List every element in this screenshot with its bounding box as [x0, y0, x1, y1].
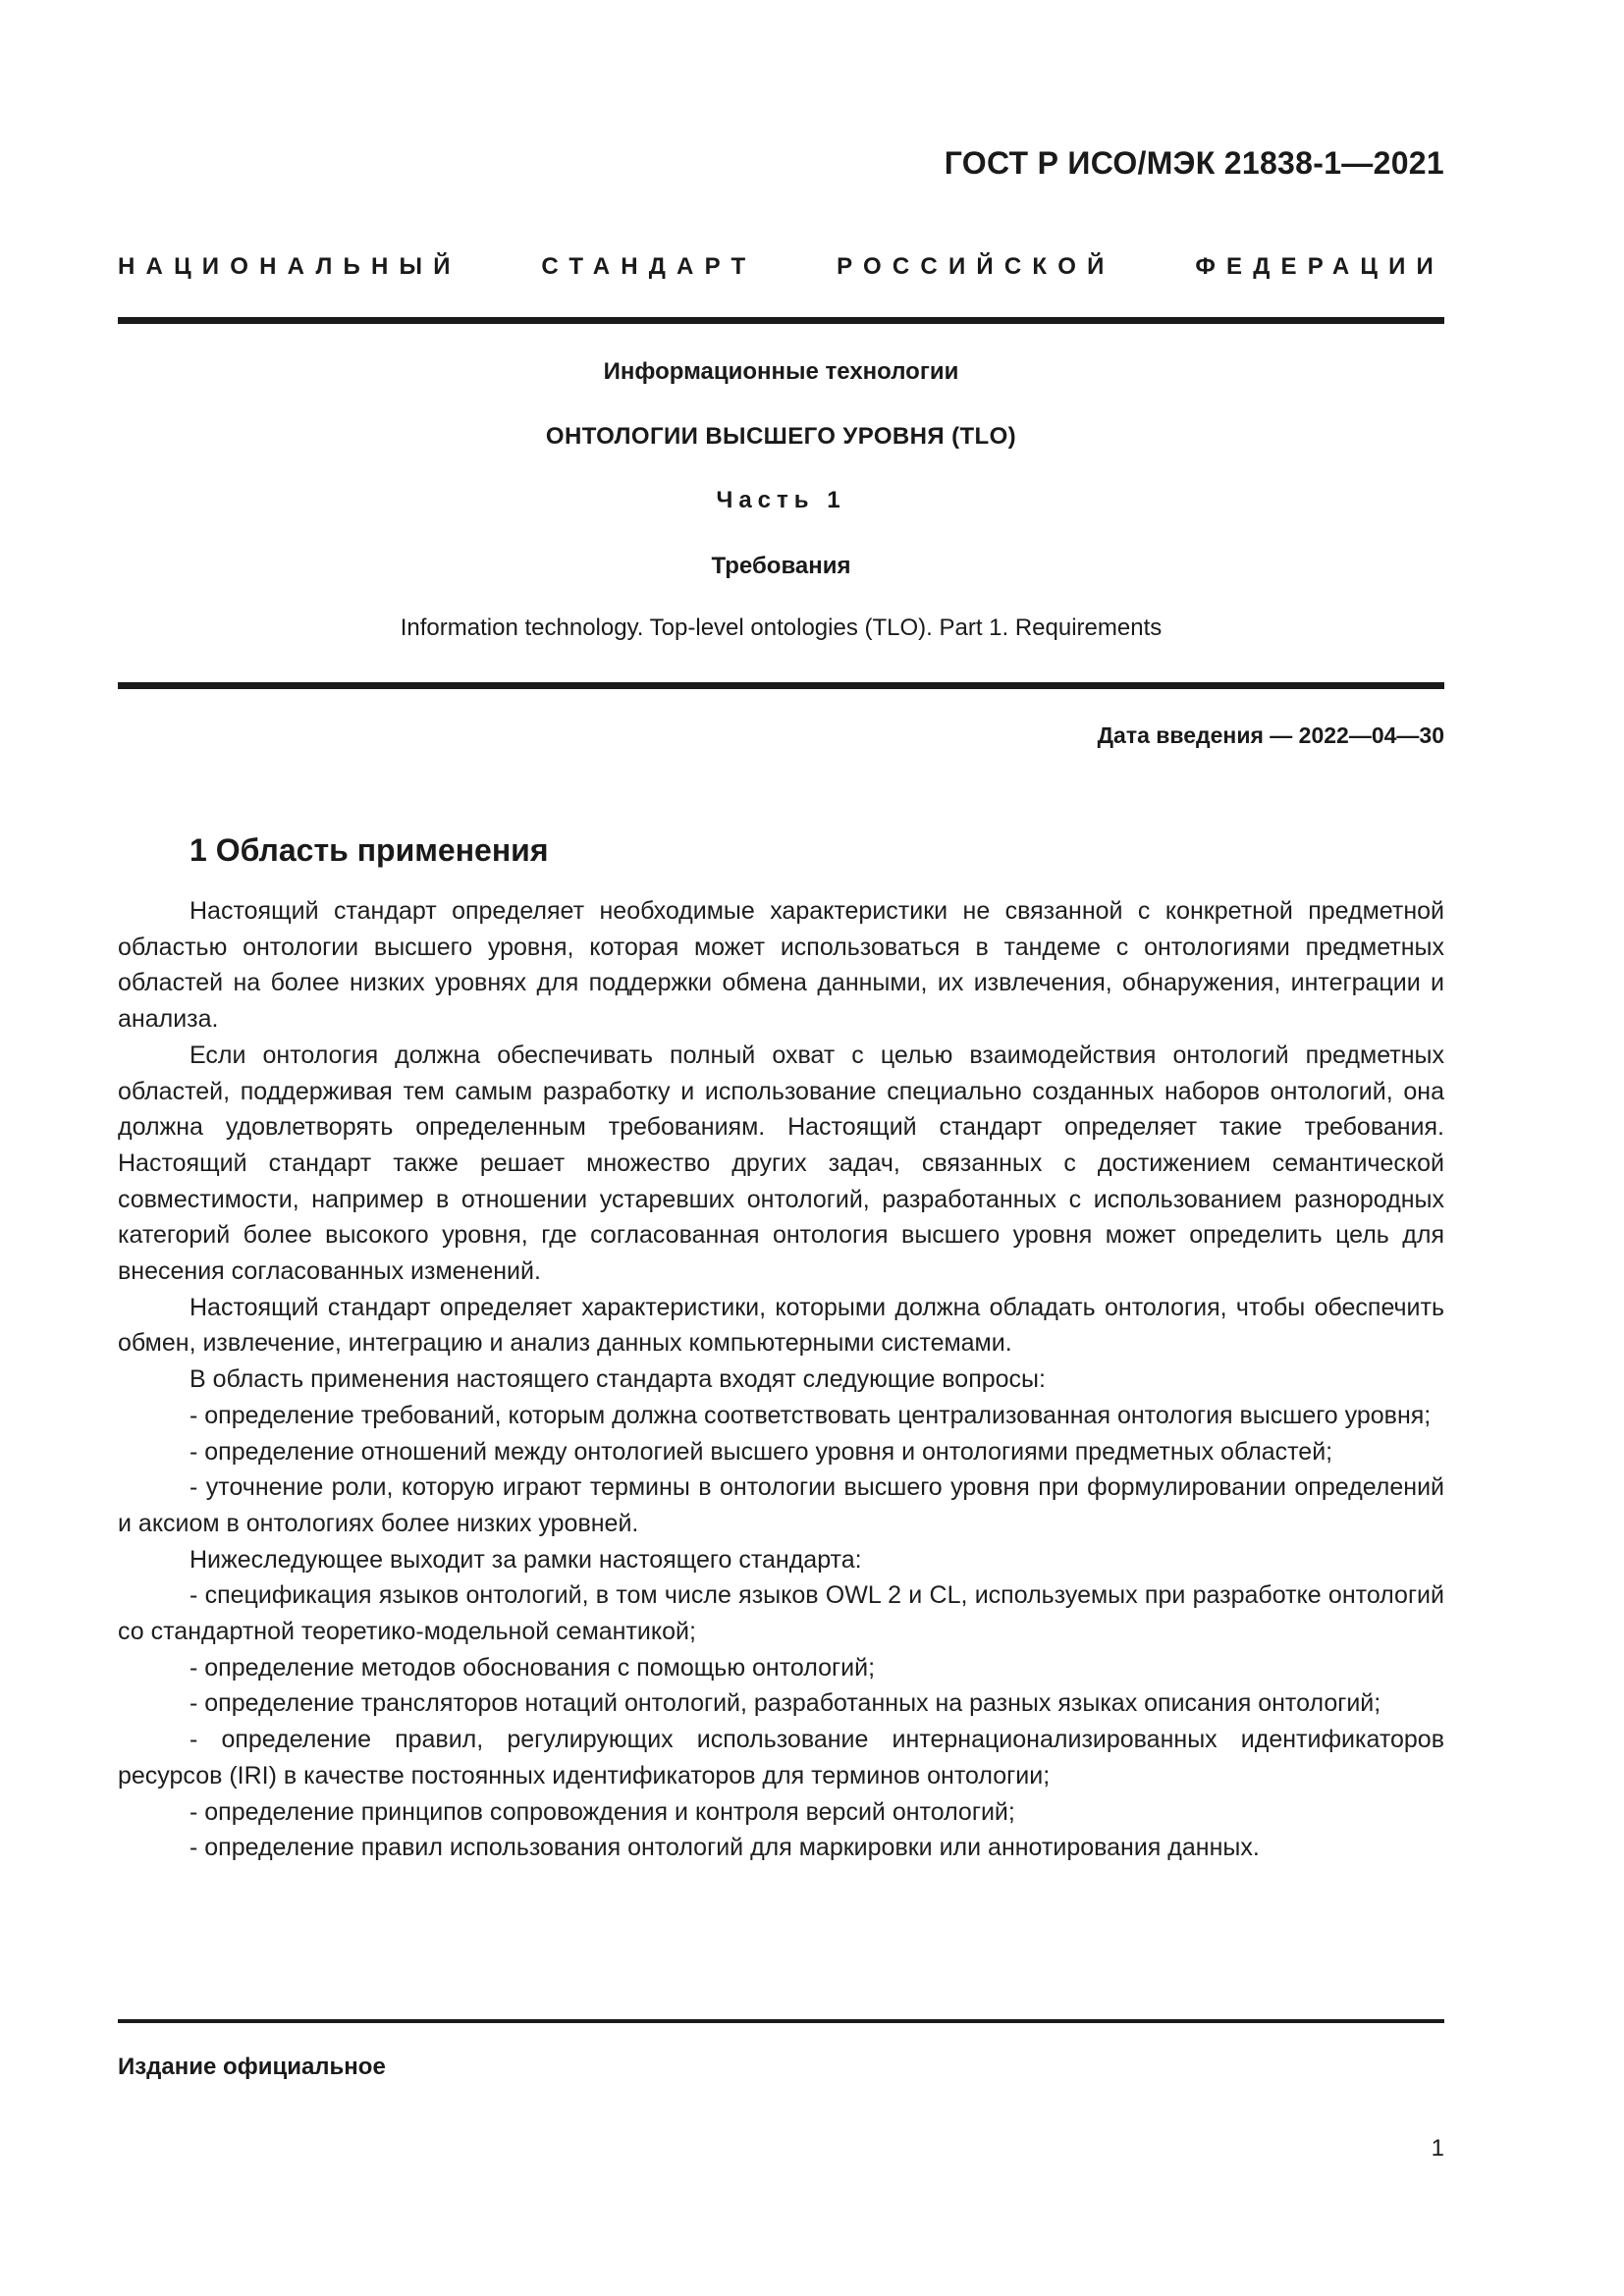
footer-divider [118, 2019, 1444, 2023]
title-divider [118, 682, 1444, 689]
list-item: - уточнение роли, которую играют термины в онтологии высшего уровня при формулировании определений и аксиом в онтологиях более низких уровней. [118, 1473, 1444, 1537]
national-standard-header: НАЦИОНАЛЬНЫЙ СТАНДАРТ РОССИЙСКОЙ ФЕДЕРАЦИИ [118, 253, 1444, 280]
page-number: 1 [1431, 2135, 1444, 2162]
list-item: - определение требований, которым должна соответствовать централизованная онтология высшего уровня; [189, 1401, 1432, 1429]
list-item: - определение отношений между онтологией высшего уровня и онтологиями предметных областей; [189, 1437, 1333, 1466]
paragraph: Настоящий стандарт определяет необходимые характеристики не связанной с конкретной предметной областью онтологии высшего уровня, которая может использоваться в тандеме с онтологиями предметных областей на более низких уровнях для поддержки обмена данными, их извлечения, обнаружения, интеграции и анализа. [118, 897, 1444, 1034]
paragraph: В область применения настоящего стандарта входят следующие вопросы: [189, 1365, 1046, 1394]
list-item: - определение методов обоснования с помощью онтологий; [189, 1653, 876, 1682]
document-subject: Информационные технологии [603, 358, 959, 385]
list-item: - определение правил, регулирующих использование интернационализированных идентификаторов ресурсов (IRI) в качестве постоянных идентификаторов для терминов онтологии; [118, 1726, 1444, 1789]
section-heading: 1 Область применения [189, 832, 549, 868]
document-subtitle: Требования [711, 553, 851, 579]
top-divider [118, 317, 1444, 324]
paragraph: Настоящий стандарт определяет характеристики, которыми должна обладать онтология, чтобы обеспечить обмен, извлечение, интеграцию и анализ данных компьютерными системами. [118, 1293, 1444, 1358]
document-part: Часть 1 [716, 487, 846, 513]
english-title: Information technology. Top-level ontologies (TLO). Part 1. Requirements [400, 614, 1163, 641]
list-item: - определение правил использования онтологий для маркировки или аннотирования данных. [189, 1834, 1260, 1862]
section-body [118, 893, 1444, 1866]
list-item: - определение трансляторов нотаций онтологий, разработанных на разных языках описания онтологий; [189, 1689, 1381, 1718]
paragraph: Нижеследующее выходит за рамки настоящего стандарта: [189, 1545, 862, 1574]
paragraph: Если онтология должна обеспечивать полный охват с целью взаимодействия онтологий предметных областей, поддерживая тем самым разработку и использование специально созданных наборов онтологий, она должна удовлетворять определенным требованиям. Настоящий стандарт определяет такие требования. Настоящий стандарт также решает множество других задач, связанных с достижением семантической совместимости, например в отношении устаревших онтологий, разработанных с использованием разнородных категорий более высокого уровня, где согласованная онтология высшего уровня может определить цель для внесения согласованных изменений. [118, 1041, 1444, 1286]
document-title: ОНТОЛОГИИ ВЫСШЕГО УРОВНЯ (TLO) [545, 423, 1017, 450]
official-edition-label: Издание официальное [118, 2054, 386, 2080]
document-code: ГОСТ Р ИСО/МЭК 21838-1—2021 [944, 145, 1444, 181]
list-item: - определение принципов сопровождения и контроля версий онтологий; [189, 1797, 1015, 1826]
introduction-date: Дата введения — 2022—04—30 [1097, 722, 1444, 748]
list-item: - спецификация языков онтологий, в том числе языков OWL 2 и CL, используемых при разработке онтологий со стандартной теоретико-модельной семантикой; [118, 1581, 1444, 1646]
